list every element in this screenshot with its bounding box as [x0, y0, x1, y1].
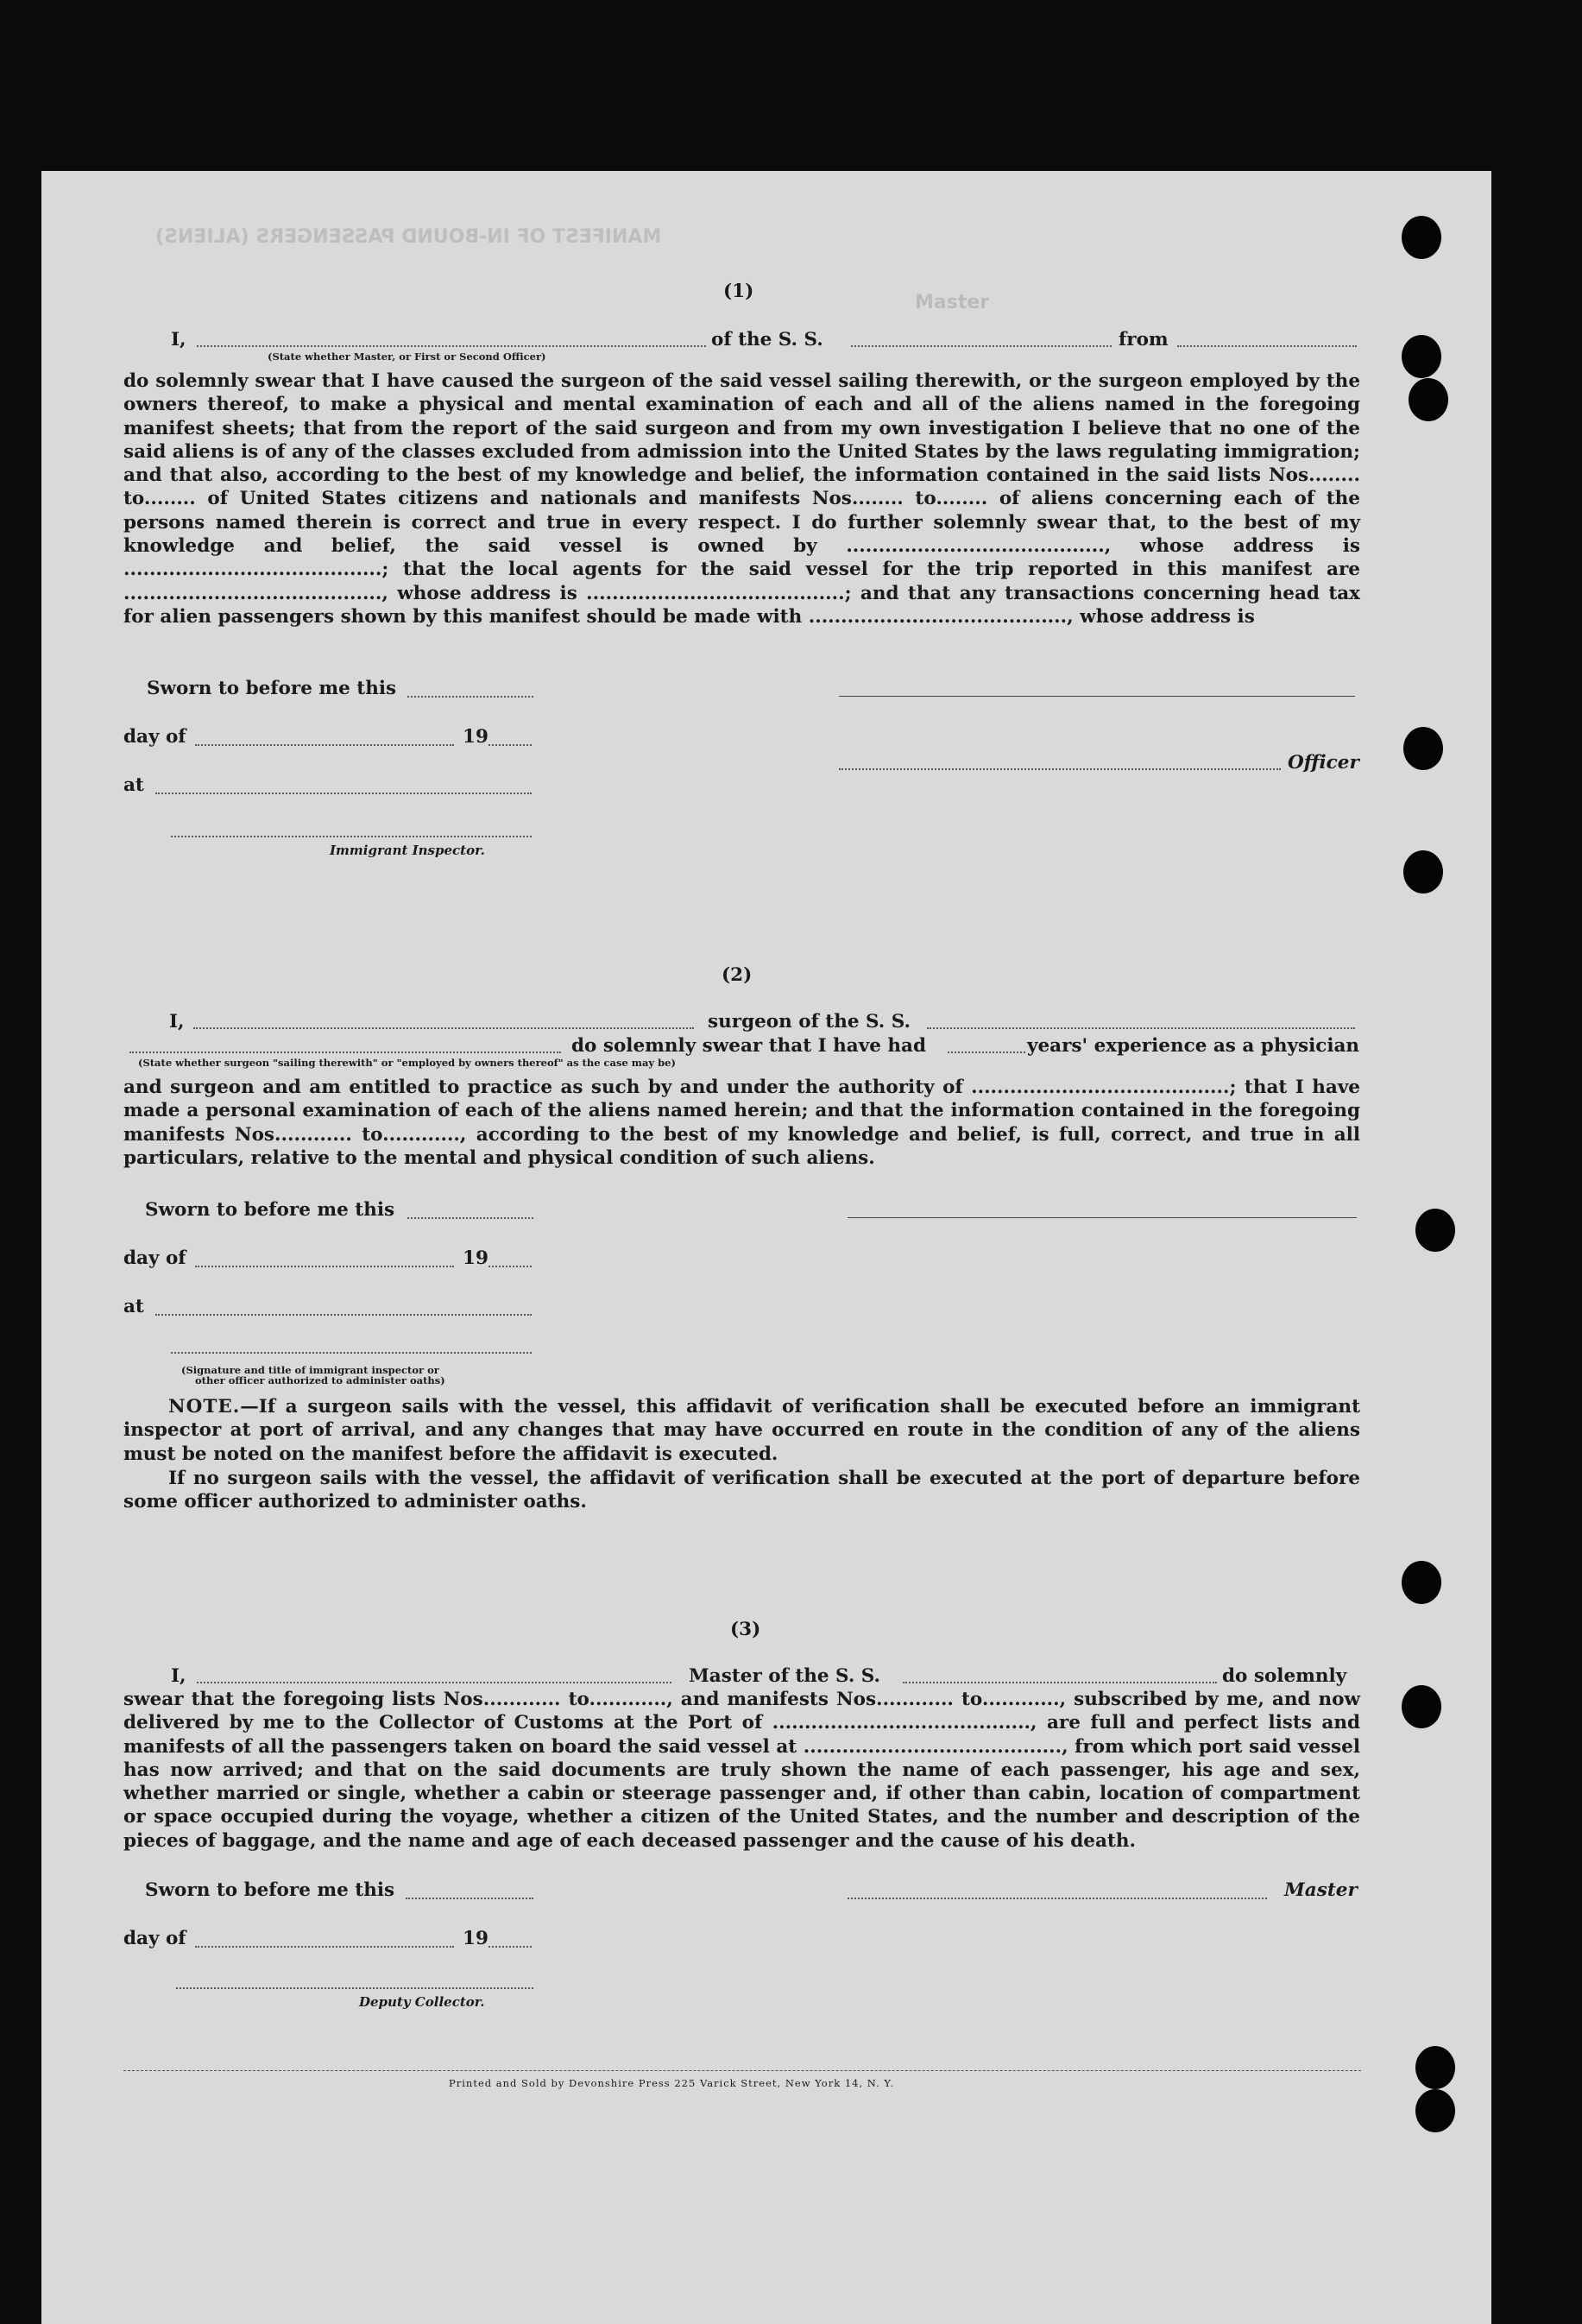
punch-hole — [1415, 1209, 1455, 1252]
sec1-inspector-label: Immigrant Inspector. — [330, 843, 485, 858]
sec1-officer-note: (State whether Master, or First or Second Officer) — [268, 350, 546, 363]
sec2-sig-note-2: other officer authorized to administer oaths) — [195, 1374, 445, 1386]
sec2-surgeon-of: surgeon of the S. S. — [708, 1011, 911, 1033]
punch-hole — [1415, 2089, 1455, 2132]
punch-hole — [1403, 727, 1443, 770]
blank-day — [195, 1266, 454, 1267]
blank-inspector — [171, 836, 532, 837]
sec1-sworn-label: Sworn to before me this — [147, 678, 397, 699]
printer-imprint: Printed and Sold by Devonshire Press 225 Varick Street, New York 14, N. Y. — [449, 2077, 895, 2089]
sec1-year: 19 — [463, 726, 488, 748]
sec3-day-label: day of — [123, 1928, 186, 1949]
sec1-of-ss: of the S. S. — [711, 329, 823, 350]
section-2-number: (2) — [722, 964, 753, 986]
sec2-day-label: day of — [123, 1247, 186, 1269]
punch-hole — [1403, 850, 1443, 894]
blank-master-signature — [848, 1898, 1267, 1899]
sec2-sig-note-1: (Signature and title of immigrant inspector or — [181, 1364, 439, 1376]
blank-year — [488, 1266, 532, 1267]
sec1-i: I, — [171, 329, 186, 350]
sec2-years: years' experience as a physician — [1027, 1035, 1360, 1057]
sec2-i: I, — [169, 1011, 185, 1033]
punch-hole — [1402, 216, 1441, 259]
sec1-from: from — [1119, 329, 1169, 350]
note-label: NOTE. — [168, 1396, 241, 1418]
blank-surgeon-status — [129, 1051, 561, 1053]
blank-sworn-date — [407, 696, 533, 698]
section-3-number: (3) — [730, 1619, 761, 1640]
blank-surgeon-name — [193, 1027, 694, 1029]
punch-hole — [1402, 1561, 1441, 1604]
blank-deputy-signature — [176, 1987, 533, 1989]
sec3-master-of: Master of the S. S. — [689, 1665, 881, 1687]
sec3-deputy-label: Deputy Collector. — [359, 1994, 485, 2010]
blank-at — [155, 793, 532, 794]
sec3-master-label: Master — [1284, 1879, 1358, 1901]
blank-from-port — [1177, 345, 1357, 347]
blank-at — [155, 1314, 532, 1316]
blank-years — [948, 1051, 1025, 1053]
sec2-oath-text: and surgeon and am entitled to practice as such by and under the authority of ........................................; that I have made a personal examination of each of the aliens named herein; and that the information contained in the foregoing manifests Nos............ to............, according to the best of my knowledge and belief, is full, correct, and true in all particulars, relative to the mental and physical condition of such aliens. — [123, 1077, 1360, 1169]
sec2-surgeon-note: (State whether surgeon "sailing therewith" or "employed by owners thereof" as the case may be) — [138, 1057, 676, 1069]
bleed-through-mark: MANIFEST OF IN-BOUND PASSENGERS (ALIENS) — [155, 226, 662, 248]
sec1-officer-label: Officer — [1288, 752, 1359, 774]
signature-line — [839, 696, 1355, 697]
signature-line — [848, 1217, 1357, 1218]
blank-surgeon-vessel — [927, 1027, 1355, 1029]
sec3-do-solemnly: do solemnly — [1222, 1665, 1347, 1687]
sec1-day-label: day of — [123, 726, 186, 748]
blank-year — [488, 1946, 532, 1948]
sec2-note-paragraph — [123, 1395, 1360, 1466]
sec3-i: I, — [171, 1665, 186, 1687]
blank-officer-name — [197, 345, 706, 347]
blank-vessel-name — [851, 345, 1112, 347]
footer-rule — [123, 2070, 1361, 2071]
blank-master-vessel — [903, 1682, 1217, 1683]
punch-hole — [1415, 2046, 1455, 2089]
section-1-number: (1) — [723, 281, 754, 302]
bleed-through-mark: Master — [915, 292, 990, 313]
sec3-sworn-label: Sworn to before me this — [145, 1879, 395, 1901]
blank-day — [195, 744, 454, 746]
note-text: —If a surgeon sails with the vessel, this affidavit of verification shall be executed before an immigrant inspector at port of arrival, and any changes that may have occurred en route in the condition of any of the aliens must be noted on the manifest before the affidavit is executed. — [123, 1396, 1360, 1465]
blank-year — [488, 744, 532, 746]
punch-hole — [1402, 1685, 1441, 1728]
sec3-oath-text: swear that the foregoing lists Nos............ to............, and manifests Nos............ to............, subscribed by me, and now delivered by me to the Collector of Customs at the Port of ........................................, are full and perfect lists and manifests of all the passengers taken on board the said vessel at ........................................, from which port said vessel has now arrived; and that on the said documents are truly shown the name of each passenger, his age and sex, whether married or single, whether a cabin or steerage passenger and, if other than cabin, location of compartment or space occupied during the voyage, whether a citizen of the United States, and the number and description of the pieces of baggage, and the name and age of each deceased passenger and the cause of his death. — [123, 1689, 1360, 1852]
blank-sworn-date — [406, 1898, 533, 1899]
sec2-at-label: at — [123, 1296, 144, 1317]
blank-master-name — [197, 1682, 671, 1683]
sec2-note-second-paragraph: If no surgeon sails with the vessel, the affidavit of verification shall be executed at the port of departure before some officer authorized to administer oaths. — [123, 1468, 1360, 1513]
sec2-year: 19 — [463, 1247, 488, 1269]
sec1-oath-text: do solemnly swear that I have caused the surgeon of the said vessel sailing therewith, or the surgeon employed by the owners thereof, to make a physical and mental examination of each and all of the aliens named in the foregoing manifest sheets; that from the report of the said surgeon and from my own investigation I believe that no one of the said aliens is of any of the classes excluded from admission into the United States by the laws regulating immigration; and that also, according to the best of my knowledge and belief, the information contained in the said lists Nos........ to........ of United States citizens and nationals and manifests Nos........ to........ of aliens concerning each of the persons named therein is correct and true in every respect. I do further solemnly swear that, to the best of my knowledge and belief, the said vessel is owned by ........................................, whose address is ........................................; that the local agents for the said vessel for the trip reported in this manifest are ........................................, whose address is ........................................; and that any transactions concerning head tax for alien passengers shown by this manifest should be made with ........................................, whose address is — [123, 370, 1360, 628]
sec2-sworn-label: Sworn to before me this — [145, 1199, 395, 1221]
blank-day — [195, 1946, 454, 1948]
blank-officer-signature — [839, 768, 1281, 770]
punch-hole — [1402, 335, 1441, 378]
sec3-year: 19 — [463, 1928, 488, 1949]
sec1-at-label: at — [123, 774, 144, 796]
punch-hole — [1409, 378, 1448, 421]
sec2-swear: do solemnly swear that I have had — [571, 1035, 926, 1057]
blank-sworn-date — [407, 1217, 533, 1219]
blank-inspector — [171, 1352, 532, 1354]
